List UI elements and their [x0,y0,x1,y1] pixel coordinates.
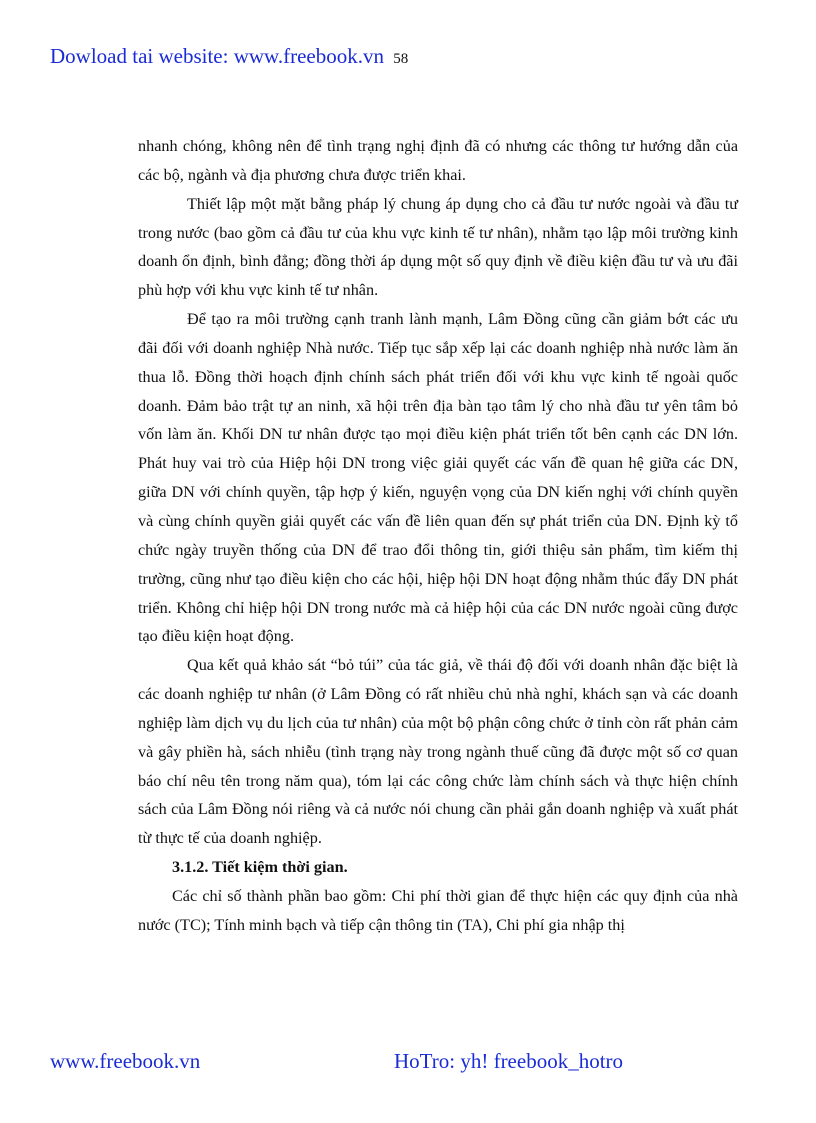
page-header [50,44,408,69]
page-number: 58 [393,51,409,67]
paragraph-4: Qua kết quả khảo sát “bỏ túi” của tác giả, về thái độ đối với doanh nhân đặc biệt là các doanh nghiệp tư nhân (ở Lâm Đồng có rất nhiều chủ nhà nghỉ, khách sạn và các doanh nghiệp làm dịch vụ du lịch của tư nhân) của một bộ phận công chức ở tỉnh còn rất phản cảm và gây phiền hà, sách nhiễu (tình trạng này trong ngành thuế cũng đã được một số cơ quan báo chí nêu tên trong năm qua), tóm lại các công chức làm chính sách và thực hiện chính sách của Lâm Đồng nói riêng và cả nước nói chung cần phải gắn doanh nghiệp và xuất phát từ thực tế của doanh nghiệp. [138,656,738,848]
section-heading: 3.1.2. Tiết kiệm thời gian. [172,858,348,877]
paragraph-2: Thiết lập một mặt bằng pháp lý chung áp dụng cho cả đầu tư nước ngoài và đầu tư trong nước (bao gồm cả đầu tư của khu vực kinh tế tư nhân), nhằm tạo lập môi trường kinh doanh ổn định, bình đẳng; đồng thời áp dụng một số quy định về điều kiện đầu tư và ưu đãi phù hợp với khu vực kinh tế tư nhân. [138,194,738,300]
footer-website-link[interactable]: www.freebook.vn [50,1049,201,1073]
document-body [138,132,738,940]
paragraph-5: Các chỉ số thành phần bao gồm: Chi phí thời gian để thực hiện các quy định của nhà nước (TC); Tính minh bạch và tiếp cận thông tin (TA), Chi phí gia nhập thị [138,886,738,934]
paragraph-1: nhanh chóng, không nên để tình trạng nghị định đã có nhưng các thông tư hướng dẫn của các bộ, ngành và địa phương chưa được triển khai. [138,137,738,184]
paragraph-3: Để tạo ra môi trường cạnh tranh lành mạnh, Lâm Đồng cũng cần giảm bớt các ưu đãi đối với doanh nghiệp Nhà nước. Tiếp tục sắp xếp lại các doanh nghiệp nhà nước làm ăn thua lỗ. Đồng thời hoạch định chính sách phát triển đối với khu vực kinh tế ngoài quốc doanh. Đảm bảo trật tự an ninh, xã hội trên địa bàn tạo tâm lý cho nhà đầu tư yên tâm bỏ vốn làm ăn. Khối DN tư nhân được tạo mọi điều kiện phát triển tốt bên cạnh các DN lớn. Phát huy vai trò của Hiệp hội DN trong việc giải quyết các vấn đề quan hệ giữa các DN, giữa DN với chính quyền, tập hợp ý kiến, nguyện vọng của DN kiến nghị với chính quyền và cùng chính quyền giải quyết các vấn đề liên quan đến sự phát triển của DN. Định kỳ tổ chức ngày truyền thống của DN để trao đổi thông tin, giới thiệu sản phẩm, tìm kiếm thị trường, cũng như tạo điều kiện cho các hội, hiệp hội DN hoạt động nhằm thúc đẩy DN phát triển. Không chỉ hiệp hội DN trong nước mà cả hiệp hội của các DN nước ngoài cũng được tạo điều kiện hoạt động. [138,310,738,646]
footer-support-link[interactable]: HoTro: yh! freebook_hotro [394,1049,624,1073]
download-link[interactable]: Dowload tai website: www.freebook.vn [50,44,384,68]
